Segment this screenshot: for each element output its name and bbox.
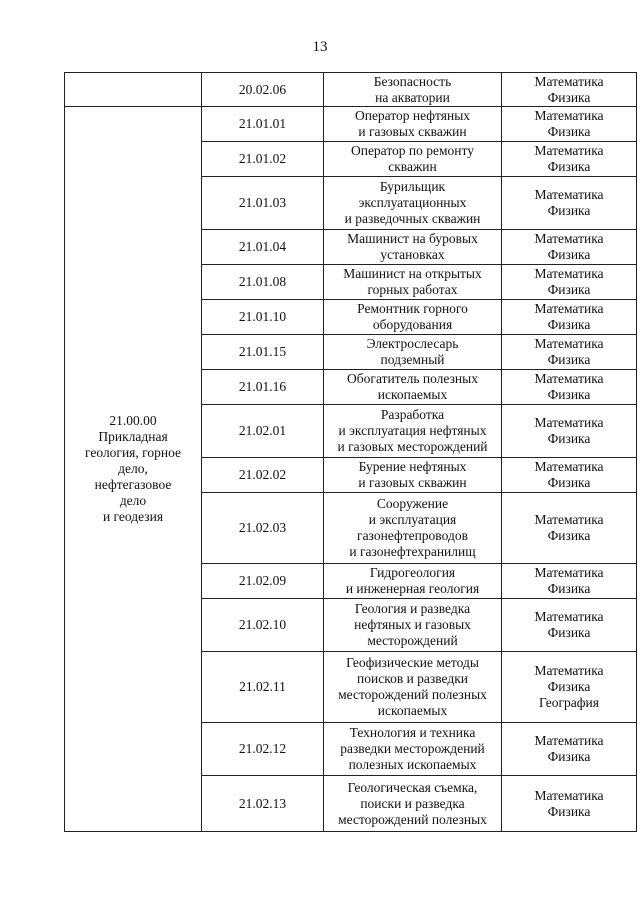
subject-line: Математика	[534, 733, 604, 748]
specialty-name-line: Геология и разведка	[354, 601, 471, 616]
subject-line: Математика	[534, 187, 604, 202]
subject-line: Физика	[547, 679, 591, 694]
specialty-name-line: Бурение нефтяных	[358, 459, 467, 474]
exam-subjects	[502, 652, 637, 723]
group-line: нефтегазовое	[94, 477, 172, 492]
subject-line: Физика	[547, 352, 591, 367]
subject-line: Физика	[547, 387, 591, 402]
subject-line: Математика	[534, 512, 604, 527]
subject-line: География	[539, 695, 599, 710]
specialties-table	[64, 72, 637, 832]
specialty-name-line: месторождений	[367, 633, 458, 648]
specialty-code: 21.02.10	[202, 599, 324, 652]
specialty-name-line: горных работах	[367, 282, 458, 297]
group-line: дело	[119, 493, 147, 508]
subject-line: Физика	[547, 581, 591, 596]
exam-subjects	[502, 73, 637, 107]
specialty-code: 21.02.09	[202, 564, 324, 599]
specialty-code: 21.01.10	[202, 300, 324, 335]
table-row	[65, 73, 637, 107]
specialty-name-line: Гидрогеология	[369, 565, 456, 580]
specialty-name-line: Электрослесарь	[366, 336, 459, 351]
specialty-name-line: Технология и техника	[349, 725, 476, 740]
subject-line: Физика	[547, 247, 591, 262]
exam-subjects	[502, 493, 637, 564]
group-line: геология, горное	[85, 445, 181, 460]
specialty-name	[324, 370, 502, 405]
specialty-name	[324, 230, 502, 265]
specialty-name-line: и газовых скважин	[358, 124, 467, 139]
specialty-name	[324, 776, 502, 832]
page-number: 13	[312, 39, 328, 55]
subject-line: Физика	[547, 203, 591, 218]
specialty-name	[324, 177, 502, 230]
specialty-code: 21.02.01	[202, 405, 324, 458]
exam-subjects	[502, 335, 637, 370]
specialty-code: 21.02.02	[202, 458, 324, 493]
exam-subjects	[502, 723, 637, 776]
subject-line: Математика	[534, 415, 604, 430]
specialty-name	[324, 142, 502, 177]
subject-line: Математика	[534, 565, 604, 580]
subject-line: Физика	[547, 282, 591, 297]
specialty-name-line: и эксплуатация	[368, 512, 457, 527]
specialty-code: 21.01.08	[202, 265, 324, 300]
exam-subjects	[502, 230, 637, 265]
exam-subjects	[502, 107, 637, 142]
exam-subjects	[502, 177, 637, 230]
specialty-name-line: месторождений полезных	[338, 811, 487, 827]
specialty-name-line: полезных ископаемых	[348, 757, 477, 772]
exam-subjects	[502, 599, 637, 652]
subject-line: Физика	[547, 803, 591, 819]
specialty-name	[324, 73, 502, 107]
subject-line: Физика	[547, 124, 591, 139]
specialty-code: 21.02.13	[202, 776, 324, 832]
specialty-code: 21.01.01	[202, 107, 324, 142]
group-line: дело,	[118, 461, 148, 476]
specialty-name	[324, 458, 502, 493]
table-row	[65, 107, 637, 142]
specialty-name-line: Безопасность	[373, 73, 452, 89]
subject-line: Физика	[547, 431, 591, 446]
specialty-name-line: Оператор по ремонту	[350, 143, 475, 158]
specialty-name-line: Машинист на буровых	[347, 231, 478, 246]
subject-line: Физика	[547, 528, 591, 543]
specialty-code: 21.02.11	[202, 652, 324, 723]
specialty-name-line: оборудования	[372, 317, 453, 332]
specialty-code: 21.02.12	[202, 723, 324, 776]
subject-line: Физика	[547, 475, 591, 490]
specialty-name-line: Обогатитель полезных	[347, 371, 478, 386]
specialty-name	[324, 335, 502, 370]
specialty-name-line: и разведочных скважин	[344, 211, 481, 226]
subject-line: Математика	[534, 231, 604, 246]
specialty-name	[324, 405, 502, 458]
specialty-name-line: Оператор нефтяных	[354, 108, 471, 123]
specialty-name-line: Разработка	[380, 407, 445, 422]
exam-subjects	[502, 370, 637, 405]
specialty-name-line: газонефтепроводов	[357, 528, 468, 543]
group-cell	[65, 107, 202, 832]
exam-subjects	[502, 142, 637, 177]
specialty-name-line: и эксплуатация нефтяных	[338, 423, 487, 438]
exam-subjects	[502, 265, 637, 300]
subject-line: Математика	[534, 663, 604, 678]
exam-subjects	[502, 776, 637, 832]
subject-line: Физика	[547, 625, 591, 640]
subject-line: Математика	[534, 371, 604, 386]
specialty-code: 21.01.04	[202, 230, 324, 265]
specialty-name-line: Геофизические методы	[346, 655, 479, 670]
specialty-name-line: и газовых скважин	[358, 475, 467, 490]
specialty-code: 21.01.15	[202, 335, 324, 370]
group-line: Прикладная	[98, 429, 168, 444]
specialty-code: 20.02.06	[202, 73, 324, 107]
subject-line: Физика	[547, 89, 591, 105]
specialty-name	[324, 599, 502, 652]
specialty-name-line: и газовых месторождений	[337, 439, 488, 454]
specialty-name-line: Сооружение	[376, 496, 449, 511]
specialty-name-line: эксплуатационных	[358, 195, 467, 210]
group-line: 21.00.00	[109, 413, 157, 428]
specialty-code: 21.01.02	[202, 142, 324, 177]
specialty-name	[324, 265, 502, 300]
subject-line: Математика	[534, 73, 604, 89]
specialty-name-line: поиски и разведка	[360, 795, 465, 811]
specialty-name	[324, 493, 502, 564]
specialty-name-line: разведки месторождений	[340, 741, 485, 756]
subject-line: Физика	[547, 749, 591, 764]
subject-line: Математика	[534, 108, 604, 123]
specialty-name-line: поисков и разведки	[357, 671, 468, 686]
exam-subjects	[502, 564, 637, 599]
subject-line: Математика	[534, 609, 604, 624]
specialty-name-line: ископаемых	[377, 703, 448, 718]
subject-line: Математика	[534, 459, 604, 474]
specialty-code: 21.01.16	[202, 370, 324, 405]
subject-line: Математика	[534, 787, 604, 803]
specialty-name-line: Бурильщик	[379, 179, 446, 194]
subject-line: Физика	[547, 317, 591, 332]
specialty-name-line: Геологическая съемка,	[347, 779, 478, 795]
subject-line: Математика	[534, 266, 604, 281]
specialty-name-line: месторождений полезных	[338, 687, 487, 702]
specialty-name-line: нефтяных и газовых	[354, 617, 471, 632]
specialty-name-line: на акватории	[375, 89, 450, 105]
exam-subjects	[502, 300, 637, 335]
specialty-name-line: и инженерная геология	[345, 581, 480, 596]
subject-line: Математика	[534, 336, 604, 351]
specialty-name-line: Ремонтник горного	[357, 301, 468, 316]
group-line: и геодезия	[102, 509, 164, 524]
specialty-name-line: скважин	[388, 159, 437, 174]
specialty-name-line: Машинист на открытых	[343, 266, 482, 281]
specialties-table-body	[65, 73, 637, 832]
subject-line: Математика	[534, 143, 604, 158]
subject-line: Физика	[547, 159, 591, 174]
subject-line: Математика	[534, 301, 604, 316]
specialty-code: 21.01.03	[202, 177, 324, 230]
previous-group-cell	[65, 73, 202, 107]
specialty-name-line: подземный	[380, 352, 445, 367]
specialty-name	[324, 652, 502, 723]
specialty-name	[324, 723, 502, 776]
specialty-name-line: ископаемых	[377, 387, 448, 402]
specialty-name	[324, 300, 502, 335]
specialty-name	[324, 107, 502, 142]
exam-subjects	[502, 405, 637, 458]
specialty-code: 21.02.03	[202, 493, 324, 564]
specialty-name	[324, 564, 502, 599]
specialty-name-line: и газонефтехранилищ	[349, 544, 476, 559]
specialty-name-line: установках	[380, 247, 445, 262]
exam-subjects	[502, 458, 637, 493]
